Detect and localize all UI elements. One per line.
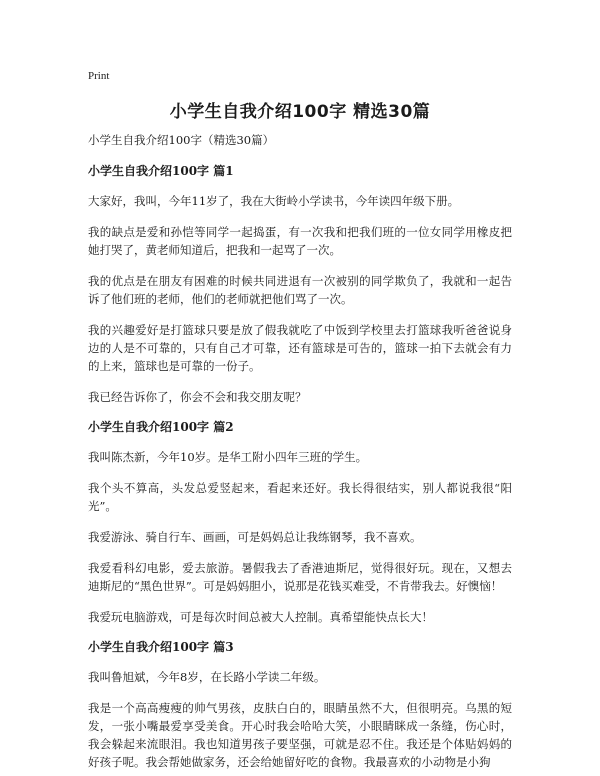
paragraph: 我爱看科幻电影，爱去旅游。暑假我去了香港迪斯尼，觉得很好玩。现在，又想去迪斯尼的“黑色世界”。可是妈妈胆小，说那是花钱买难受，不肯带我去。好懊恼！ xyxy=(88,561,512,593)
paragraph: 我爱玩电脑游戏，可是每次时间总被大人控制。真希望能快点长大！ xyxy=(88,610,433,624)
paragraph: 我个头不算高，头发总爱竖起来，看起来还好。我长得很结实，别人都说我很“阳光”。 xyxy=(88,481,512,513)
paragraph: 我是一个高高瘦瘦的帅气男孩，皮肤白白的，眼睛虽然不大，但很明亮。乌黑的短发，一张小嘴最爱享受美食。开心时我会哈哈大笑，小眼睛眯成一条缝，伤心时，我会躲起来流眼泪。我也知道男孩子要坚强，可就是忍不住。我还是个体贴妈妈的好孩子呢。我会帮她做家务，还会给她留好吃的食物。我最喜欢的小动物是小狗 xyxy=(88,701,512,769)
section-heading: 小学生自我介绍100字 篇2 xyxy=(88,420,234,434)
paragraph: 大家好，我叫，今年11岁了，我在大街岭小学读书，今年读四年级下册。 xyxy=(88,194,460,208)
section-1 xyxy=(88,163,512,406)
section-3 xyxy=(88,639,512,771)
paragraph: 我已经告诉你了，你会不会和我交朋友呢？ xyxy=(88,390,307,404)
paragraph: 我的优点是在朋友有困难的时候共同进退有一次被别的同学欺负了，我就和一起告诉了他们班的老师，他们的老师就把他们骂了一次。 xyxy=(88,274,512,306)
print-label[interactable]: Print xyxy=(88,70,110,82)
paragraph: 我叫鲁旭斌，今年8岁，在长路小学读二年级。 xyxy=(88,670,326,684)
paragraph: 我爱游泳、骑自行车、画画，可是妈妈总让我练钢琴，我不喜欢。 xyxy=(88,530,422,544)
section-heading: 小学生自我介绍100字 篇3 xyxy=(88,640,234,654)
section-heading: 小学生自我介绍100字 篇1 xyxy=(88,164,234,178)
document-body xyxy=(88,132,512,776)
paragraph: 我的缺点是爱和孙恺等同学一起捣蛋，有一次我和把我们班的一位女同学用橡皮把她打哭了，黄老师知道后，把我和一起骂了一次。 xyxy=(88,225,512,257)
paragraph: 我的兴趣爱好是打篮球只要是放了假我就吃了中饭到学校里去打篮球我听爸爸说身边的人是不可靠的，只有自己才可靠，还有篮球是可告的，篮球一拍下去就会有力的上来，篮球也是可靠的一份子。 xyxy=(88,323,512,373)
document-title: 小学生自我介绍100字 精选30篇 xyxy=(169,102,431,122)
section-2 xyxy=(88,419,512,626)
paragraph: 我叫陈杰新，今年10岁。是华工附小四年三班的学生。 xyxy=(88,450,368,464)
document-subtitle: 小学生自我介绍100字（精选30篇） xyxy=(88,133,275,147)
